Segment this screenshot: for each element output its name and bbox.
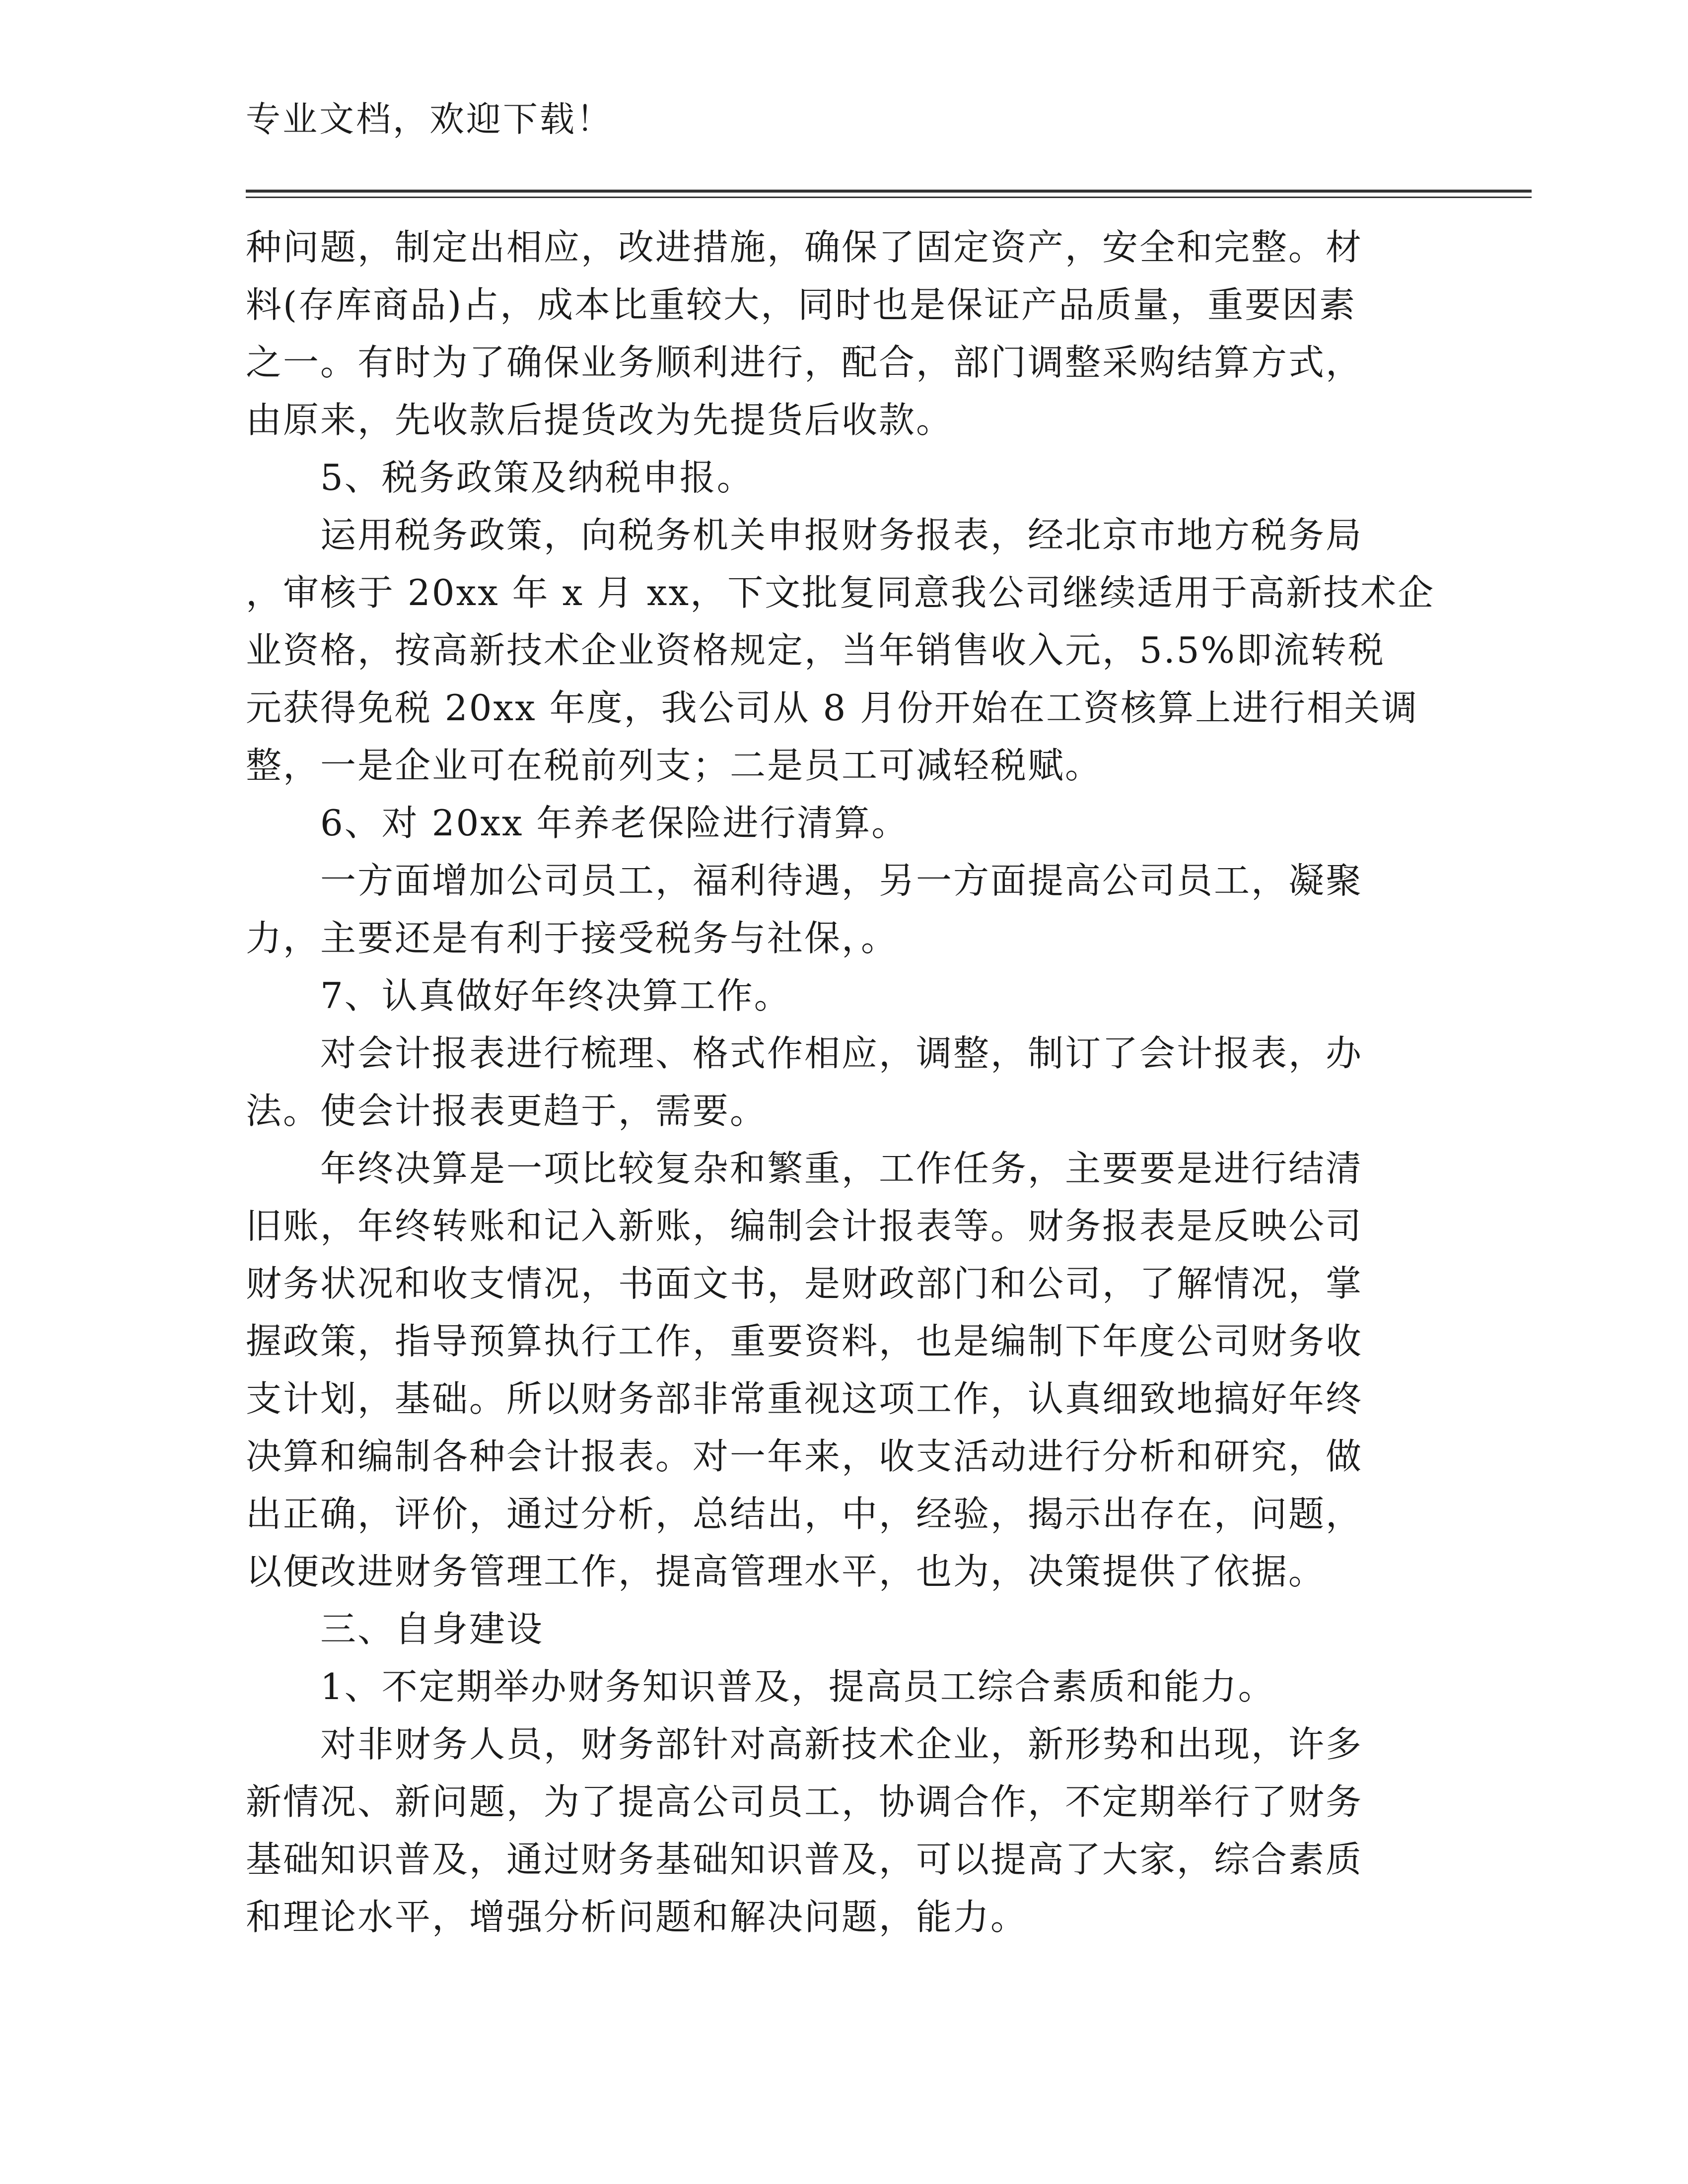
text-line: 支计划，基础。所以财务部非常重视这项工作，认真细致地搞好年终 (246, 1378, 1363, 1420)
text-line: 对会计报表进行梳理、格式作相应，调整，制订了会计报表，办 (320, 1032, 1363, 1074)
text-line: 一方面增加公司员工，福利待遇，另一方面提高公司员工，凝聚 (320, 860, 1363, 901)
text-line: 新情况、新问题，为了提高公司员工，协调合作，不定期举行了财务 (246, 1781, 1363, 1823)
text-line: 由原来，先收款后提货改为先提货后收款。 (246, 399, 954, 441)
text-line: 7、认真做好年终决算工作。 (320, 975, 791, 1017)
text-line: 出正确，评价，通过分析，总结出，中，经验，揭示出存在，问题， (246, 1493, 1363, 1535)
page-header: 专业文档，欢迎下载！ (246, 99, 613, 139)
text-line: 对非财务人员，财务部针对高新技术企业，新形势和出现，许多 (320, 1723, 1363, 1765)
text-line: 料(存库商品)占，成本比重较大，同时也是保证产品质量，重要因素 (246, 284, 1357, 326)
text-line: 旧账，年终转账和记入新账，编制会计报表等。财务报表是反映公司 (246, 1205, 1363, 1247)
document-body (246, 218, 1437, 1946)
text-line: 基础知识普及，通过财务基础知识普及，可以提高了大家，综合素质 (246, 1839, 1363, 1880)
text-line: 法。使会计报表更趋于，需要。 (246, 1090, 768, 1132)
text-line: 6、对 20xx 年养老保险进行清算。 (320, 802, 909, 844)
text-line: 元获得免税 20xx 年度，我公司从 8 月份开始在工资核算上进行相关调 (246, 687, 1419, 729)
text-line: 之一。有时为了确保业务顺利进行，配合，部门调整采购结算方式， (246, 341, 1363, 383)
text-line: 运用税务政策，向税务机关申报财务报表，经北京市地方税务局 (320, 514, 1363, 556)
text-line: 财务状况和收支情况，书面文书，是财政部门和公司，了解情况，掌 (246, 1263, 1363, 1304)
text-line: 以便改进财务管理工作，提高管理水平，也为，决策提供了依据。 (246, 1551, 1326, 1592)
text-line: 5、税务政策及纳税申报。 (320, 457, 754, 498)
text-line: 1、不定期举办财务知识普及，提高员工综合素质和能力。 (320, 1666, 1275, 1707)
text-line: 和理论水平，增强分析问题和解决问题，能力。 (246, 1896, 1028, 1938)
text-line: ，审核于 20xx 年 x 月 xx，下文批复同意我公司继续适用于高新技术企 (246, 572, 1435, 614)
text-line: 三、自身建设 (320, 1608, 544, 1650)
text-line: 业资格，按高新技术企业资格规定，当年销售收入元，5.5%即流转税 (246, 629, 1385, 671)
text-line: 决算和编制各种会计报表。对一年来，收支活动进行分析和研究，做 (246, 1435, 1363, 1477)
header-rule-thin (246, 197, 1532, 198)
text-line: 握政策，指导预算执行工作，重要资料，也是编制下年度公司财务收 (246, 1320, 1363, 1362)
text-line: 整，一是企业可在税前列支；二是员工可减轻税赋。 (246, 745, 1103, 786)
header-rule-thick (246, 190, 1532, 193)
text-line: 力，主要还是有利于接受税务与社保，。 (246, 917, 899, 959)
text-line: 种问题，制定出相应，改进措施，确保了固定资产，安全和完整。材 (246, 226, 1363, 268)
text-line: 年终决算是一项比较复杂和繁重，工作任务，主要要是进行结清 (320, 1148, 1363, 1189)
